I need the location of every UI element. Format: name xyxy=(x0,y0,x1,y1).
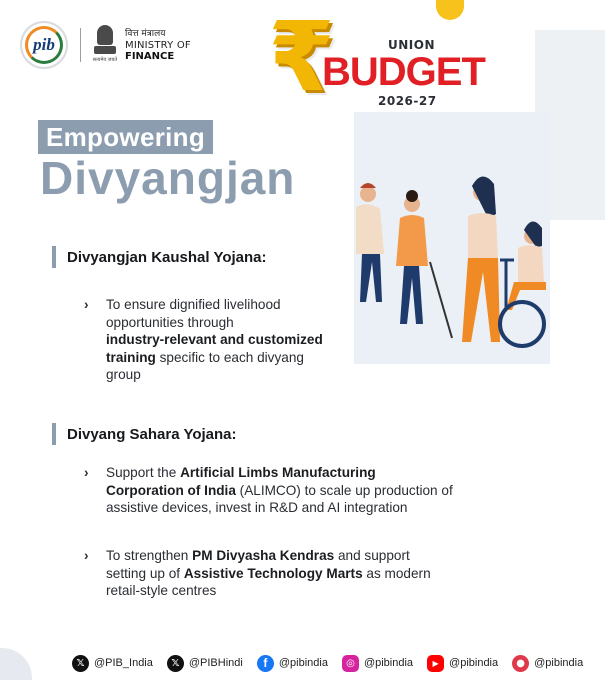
bullet-plain-text: as modern xyxy=(362,565,431,581)
social-handle: @PIBHindi xyxy=(188,657,243,669)
bullet-line xyxy=(106,331,323,349)
bullet-plain-text: specific to each divyang xyxy=(155,349,304,365)
section-title: Divyang Sahara Yojana: xyxy=(67,425,237,443)
section-accent-bar xyxy=(52,423,56,445)
x-icon: 𝕏 xyxy=(167,655,184,672)
title-divyangjan: Divyangjan xyxy=(40,152,296,204)
chevron-right-icon: › xyxy=(84,297,89,312)
bullet-plain-text: (ALIMCO) to scale up production of xyxy=(235,482,453,498)
section-sahara-yojana-heading xyxy=(52,423,237,445)
bullet-line xyxy=(106,464,453,482)
budget-union-label: UNION xyxy=(388,38,435,52)
chevron-right-icon: › xyxy=(84,465,89,480)
bullet-plain-text: opportunities through xyxy=(106,314,234,330)
bullet-sahara-2 xyxy=(84,547,504,601)
ministry-line1: MINISTRY OF xyxy=(125,39,191,51)
bullet-line xyxy=(106,349,323,367)
section-accent-bar xyxy=(52,246,56,268)
section-title: Divyangjan Kaushal Yojana: xyxy=(67,248,267,266)
header-logos xyxy=(20,18,191,72)
logo-divider xyxy=(80,28,81,62)
bullet-sahara-1 xyxy=(84,464,504,518)
social-footer xyxy=(72,653,597,673)
social-handle: @pibindia xyxy=(534,657,584,669)
koo-icon: ● xyxy=(512,655,529,672)
x-icon: 𝕏 xyxy=(72,655,89,672)
social-link[interactable] xyxy=(167,655,243,672)
social-link[interactable] xyxy=(512,655,583,672)
bullet-text xyxy=(106,464,453,517)
bullet-line xyxy=(106,482,453,500)
bullet-bold-text: PM Divyasha Kendras xyxy=(192,548,335,563)
social-link[interactable] xyxy=(427,655,498,672)
emblem-motto: सत्यमेव जयते xyxy=(92,57,118,63)
ministry-hindi: वित्त मंत्रालय xyxy=(125,28,166,39)
social-handle: @pibindia xyxy=(449,657,499,669)
bullet-line xyxy=(106,499,453,517)
ministry-name xyxy=(125,29,191,62)
budget-year: 2026-27 xyxy=(378,94,437,108)
facebook-icon: f xyxy=(257,655,274,672)
bullet-plain-text: setting up of xyxy=(106,565,184,581)
title-empowering: Empowering xyxy=(38,120,213,154)
social-handle: @pibindia xyxy=(363,657,414,669)
national-emblem-icon xyxy=(93,25,117,65)
bullet-line xyxy=(106,547,431,565)
youtube-icon: ▶ xyxy=(427,655,444,672)
bullet-plain-text: To ensure dignified livelihood xyxy=(106,297,281,312)
bullet-plain-text: To strengthen xyxy=(106,548,193,563)
bullet-kaushal-1 xyxy=(84,296,504,384)
bullet-text xyxy=(106,296,323,384)
bullet-line xyxy=(106,366,323,384)
budget-word: BUDGET xyxy=(322,50,485,94)
bullet-line xyxy=(106,582,431,600)
bullet-bold-text: Assistive Technology Marts xyxy=(183,565,363,581)
bullet-bold-text: industry-relevant and customized xyxy=(106,332,323,347)
ministry-line2: FINANCE xyxy=(125,50,175,62)
pib-logo xyxy=(20,21,68,69)
section-kaushal-yojana-heading xyxy=(52,246,267,268)
instagram-icon: ◎ xyxy=(342,655,359,672)
pib-logo-text: pib xyxy=(33,35,55,54)
union-budget-badge xyxy=(268,1,485,118)
bullet-bold-text: Artificial Limbs Manufacturing xyxy=(180,465,376,480)
bullet-line xyxy=(106,314,323,332)
social-link[interactable] xyxy=(257,655,328,672)
bullet-bold-text: Corporation of India xyxy=(106,482,236,498)
rupee-icon: ₹ xyxy=(268,1,335,113)
decorative-grey-circle xyxy=(0,648,32,680)
bullet-plain-text: assistive devices, invest in R&D and AI integration xyxy=(106,500,408,515)
social-link[interactable] xyxy=(342,655,413,672)
social-link[interactable] xyxy=(72,655,153,672)
bullet-plain-text: Support the xyxy=(106,465,181,480)
bullet-text xyxy=(106,547,431,600)
bullet-line xyxy=(106,296,323,314)
bullet-line xyxy=(106,565,431,583)
social-handle: @PIB_India xyxy=(94,657,153,669)
bullet-bold-text: training xyxy=(106,349,156,365)
social-handle: @pibindia xyxy=(278,657,328,669)
bullet-plain-text: and support xyxy=(334,548,410,563)
bullet-plain-text: retail-style centres xyxy=(106,583,217,598)
chevron-right-icon: › xyxy=(84,548,89,563)
bullet-plain-text: group xyxy=(106,367,141,382)
